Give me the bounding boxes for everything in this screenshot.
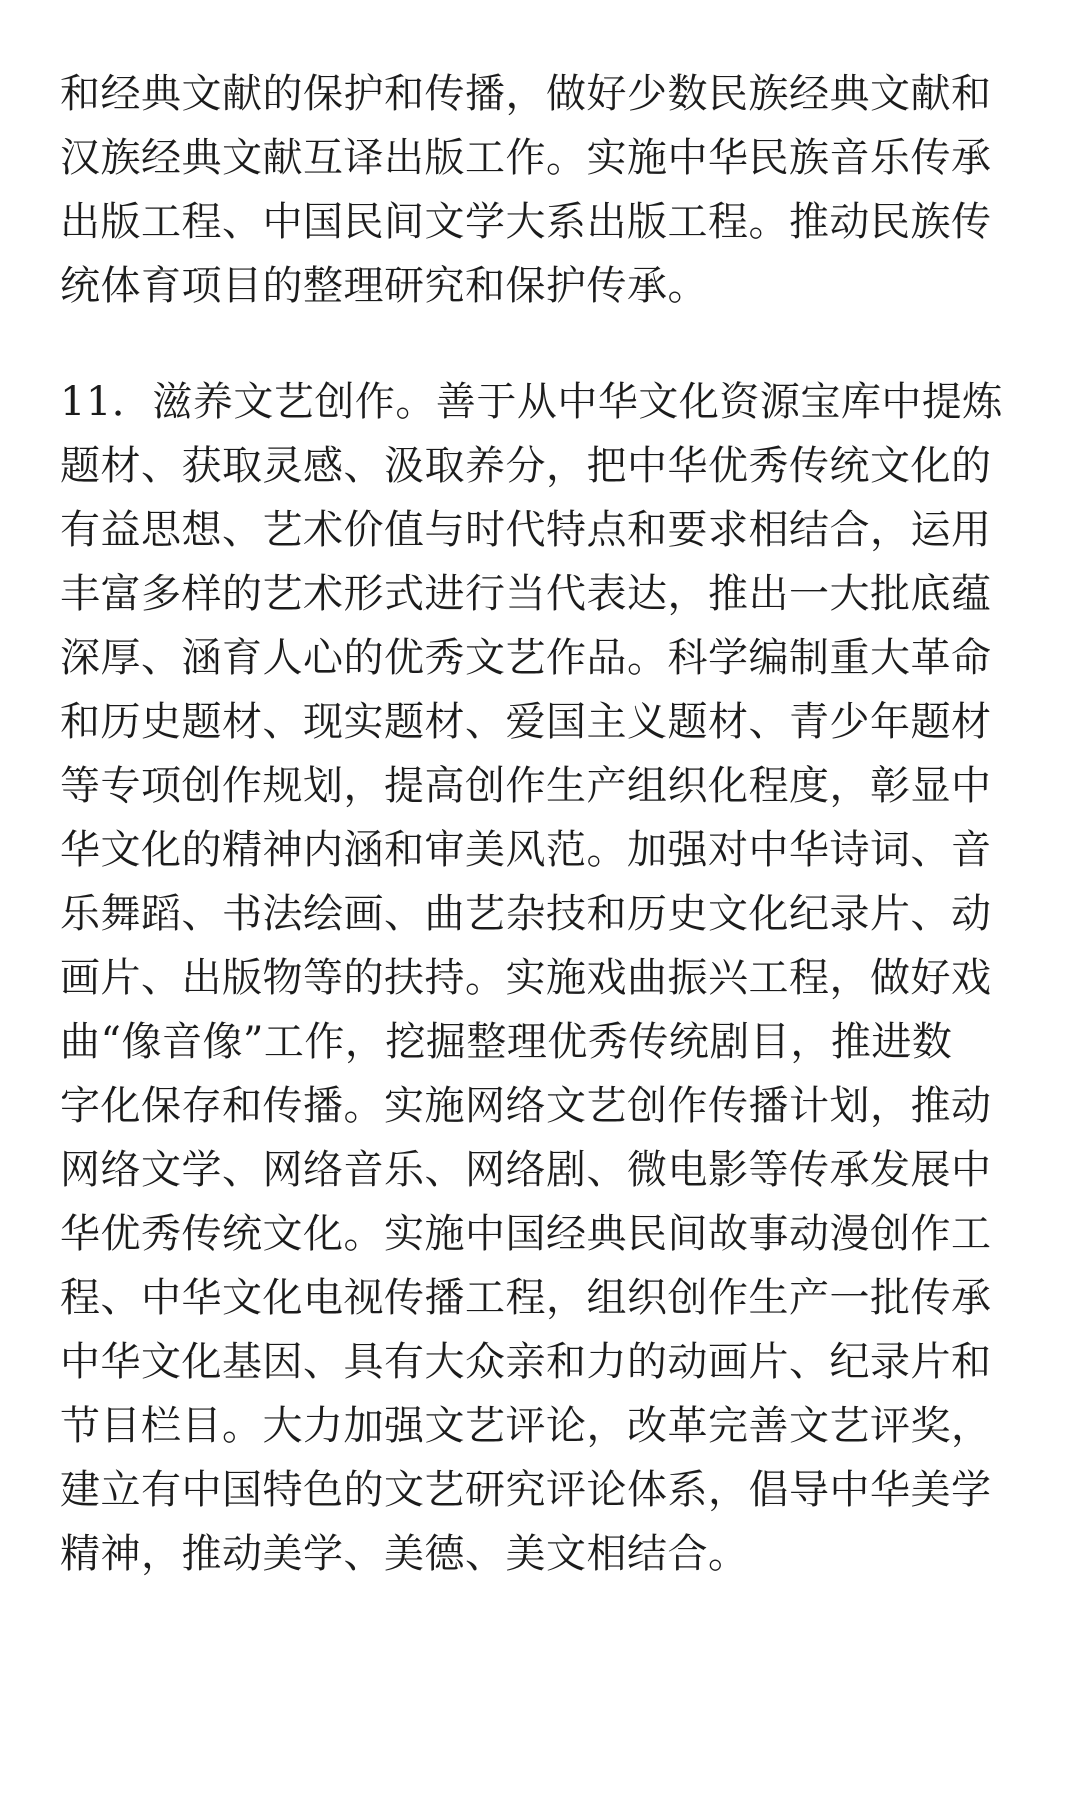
text-line: 等专项创作规划，提高创作生产组织化程度，彰显中 (60, 763, 992, 809)
text-line: 和经典文献的保护和传播，做好少数民族经典文献和 (60, 71, 992, 117)
text-line: 和历史题材、现实题材、爱国主义题材、青少年题材 (60, 699, 992, 745)
text-line: 节目栏目。大力加强文艺评论，改革完善文艺评奖， (60, 1403, 992, 1449)
text-line: 画片、出版物等的扶持。实施戏曲振兴工程，做好戏 (60, 955, 992, 1001)
text-line: 华文化的精神内涵和审美风范。加强对中华诗词、音 (60, 827, 992, 873)
text-line: 精神，推动美学、美德、美文相结合。 (60, 1531, 749, 1577)
text-line: 曲“像音像”工作，挖掘整理优秀传统剧目，推进数 (60, 1019, 953, 1065)
text-line: 字化保存和传播。实施网络文艺创作传播计划，推动 (60, 1083, 992, 1129)
text-line: 程、中华文化电视传播工程，组织创作生产一批传承 (60, 1275, 992, 1321)
text-line: 中华文化基因、具有大众亲和力的动画片、纪录片和 (60, 1339, 992, 1385)
text-line: 统体育项目的整理研究和保护传承。 (60, 263, 708, 309)
text-line: 11．滋养文艺创作。善于从中华文化资源宝库中提炼 (60, 379, 1003, 425)
text-line: 有益思想、艺术价值与时代特点和要求相结合，运用 (60, 507, 992, 553)
text-line: 题材、获取灵感、汲取养分，把中华优秀传统文化的 (60, 443, 992, 489)
text-line: 出版工程、中国民间文学大系出版工程。推动民族传 (60, 199, 992, 245)
text-line: 深厚、涵育人心的优秀文艺作品。科学编制重大革命 (60, 635, 992, 681)
text-line: 汉族经典文献互译出版工作。实施中华民族音乐传承 (60, 135, 992, 181)
paragraph-1 (60, 62, 1030, 318)
text-line: 网络文学、网络音乐、网络剧、微电影等传承发展中 (60, 1147, 992, 1193)
paragraph-2 (60, 370, 1030, 1586)
text-line: 建立有中国特色的文艺研究评论体系，倡导中华美学 (60, 1467, 992, 1513)
text-line: 华优秀传统文化。实施中国经典民间故事动漫创作工 (60, 1211, 992, 1257)
text-line: 乐舞蹈、书法绘画、曲艺杂技和历史文化纪录片、动 (60, 891, 992, 937)
text-line: 丰富多样的艺术形式进行当代表达，推出一大批底蕴 (60, 571, 992, 617)
